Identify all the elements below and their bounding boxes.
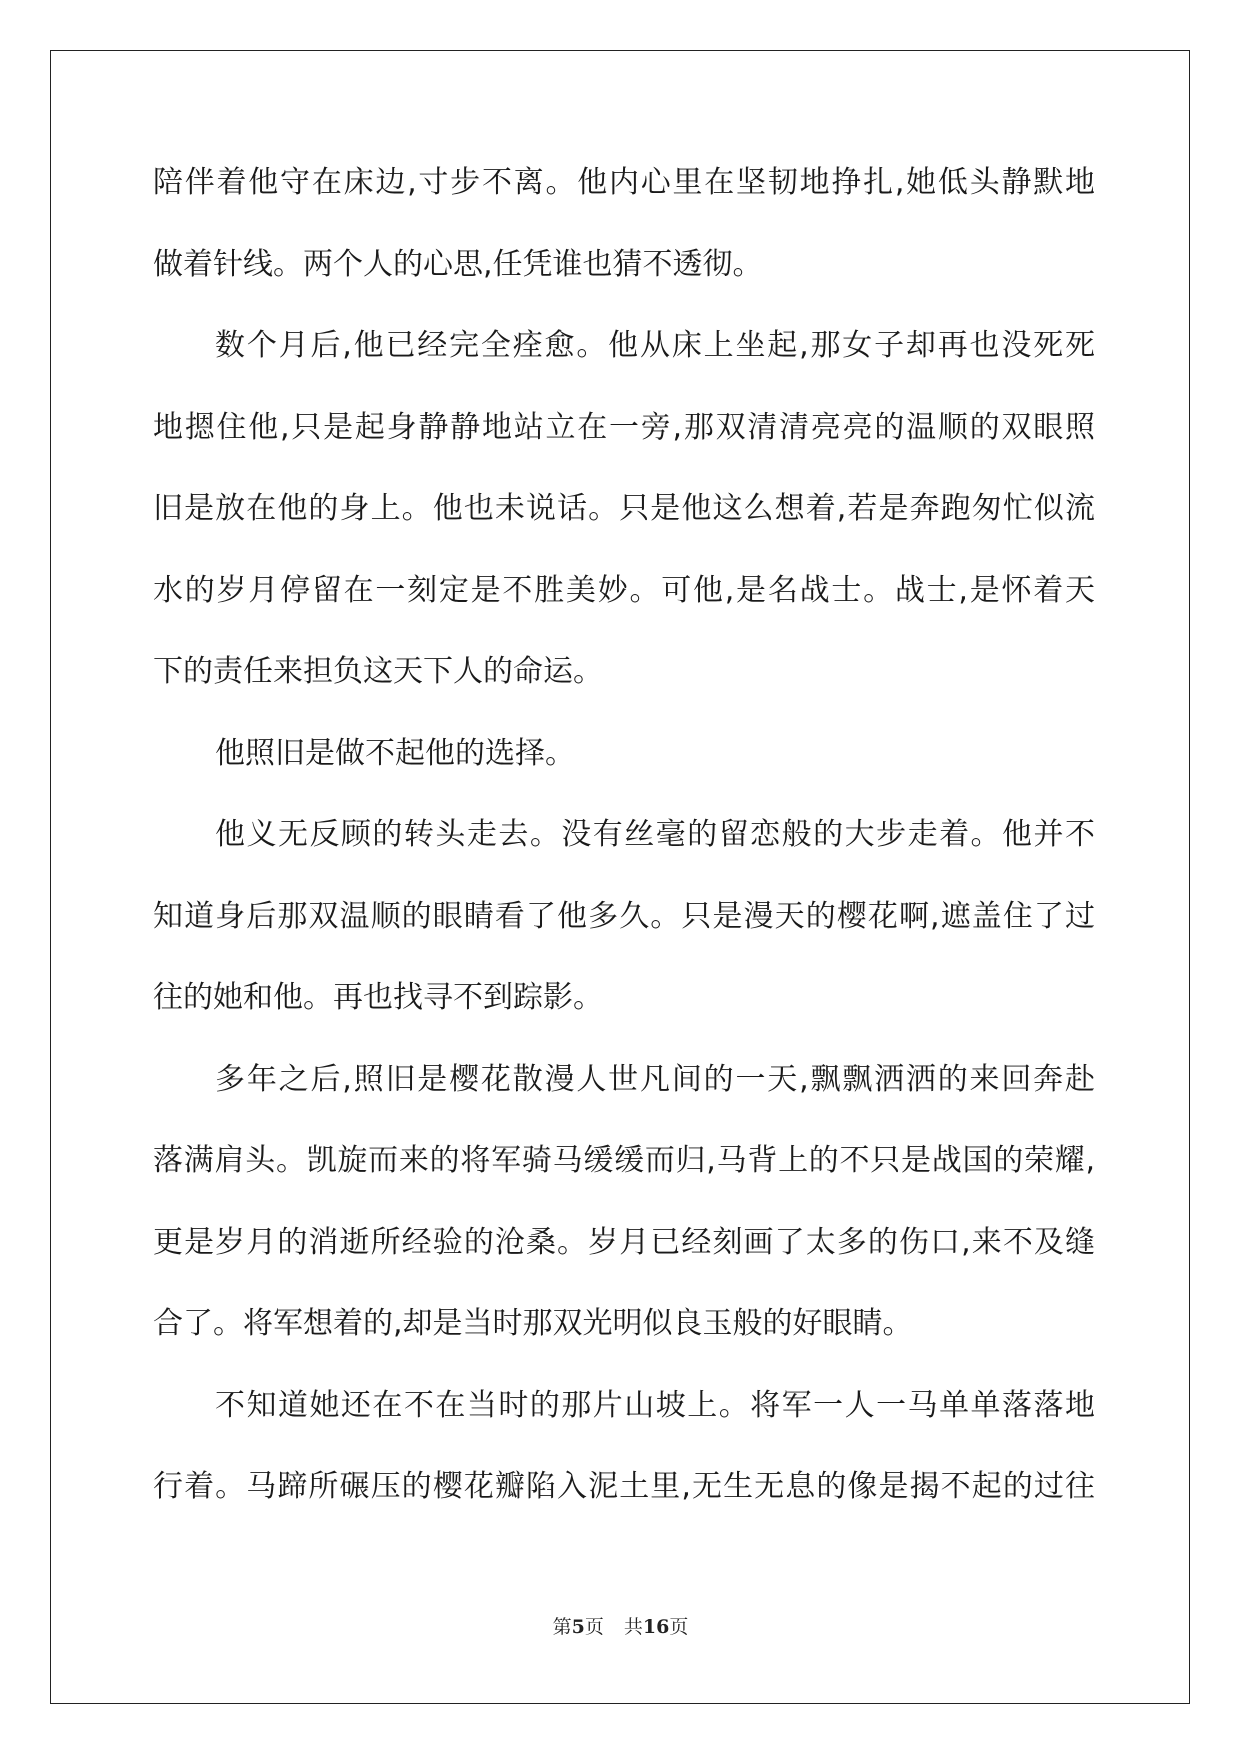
text-line: 地摁住他,只是起身静静地站立在一旁,那双清清亮亮的温顺的双眼照 [153,409,1095,445]
text-line: 往的她和他。再也找寻不到踪影。 [153,980,603,1015]
text-line: 落满肩头。凯旋而来的将军骑马缓缓而归,马背上的不只是战国的荣耀, [153,1143,1095,1178]
text-line: 多年之后,照旧是樱花散漫人世凡间的一天,飘飘洒洒的来回奔赴 [215,1061,1095,1097]
text-line: 水的岁月停留在一刻定是不胜美妙。可他,是名战士。战士,是怀着天 [153,572,1095,608]
text-line: 他义无反顾的转头走去。没有丝毫的留恋般的大步走着。他并不 [215,817,1095,852]
text-line: 他照旧是做不起他的选择。 [215,735,575,771]
text-line: 做着针线。两个人的心思,任凭谁也猜不透彻。 [153,246,763,282]
text-line: 行着。马蹄所碾压的樱花瓣陷入泥土里,无生无息的像是揭不起的过往 [153,1469,1095,1504]
total-suffix: 页 [669,1616,689,1638]
text-line: 更是岁月的消逝所经验的沧桑。岁月已经刻画了太多的伤口,来不及缝 [153,1224,1095,1260]
text-line: 数个月后,他已经完全痊愈。他从床上坐起,那女子却再也没死死 [215,328,1095,363]
text-line: 知道身后那双温顺的眼睛看了他多久。只是漫天的樱花啊,遮盖住了过 [153,898,1095,934]
text-line: 下的责任来担负这天下人的命运。 [153,654,603,689]
text-line: 合了。将军想着的,却是当时那双光明似良玉般的好眼睛。 [153,1306,913,1341]
document-body [153,163,1095,1549]
page-suffix: 页 [584,1616,604,1638]
text-line: 陪伴着他守在床边,寸步不离。他内心里在坚韧地挣扎,她低头静默地 [153,165,1095,200]
page-prefix: 第 [552,1616,572,1638]
total-pages: 16 [642,1616,670,1638]
page-footer [0,1612,1241,1639]
text-line: 旧是放在他的身上。他也未说话。只是他这么想着,若是奔跑匆忙似流 [153,491,1095,526]
text-line: 不知道她还在不在当时的那片山坡上。将军一人一马单单落落地 [215,1387,1095,1423]
total-prefix: 共 [623,1616,643,1638]
page-number: 5 [571,1616,585,1638]
